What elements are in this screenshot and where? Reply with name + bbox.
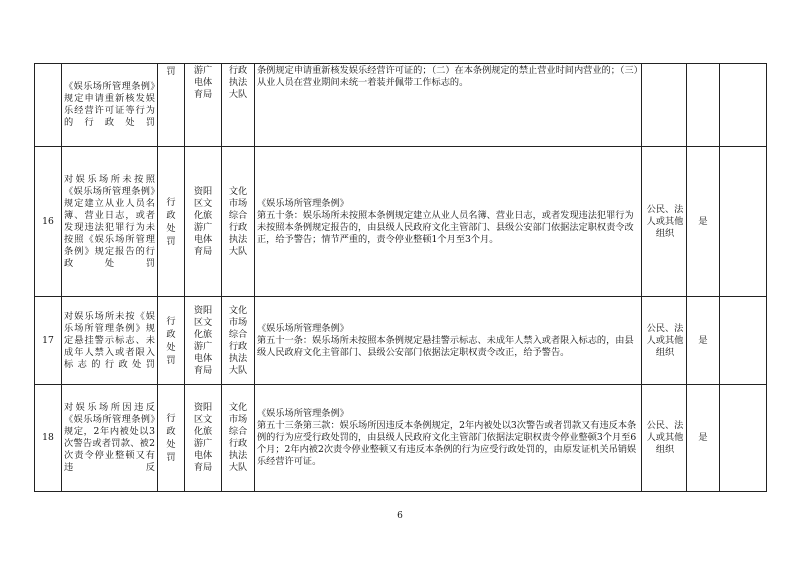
legal-basis: 条例规定申请重新核发娱乐经营许可证的；（二）在本条例规定的禁止营业时间内营业的；（三）从业人员在营业期间未统一着装并佩带工作标志的。 xyxy=(257,65,639,88)
applicable-object: 公民、法人或其他组织 xyxy=(646,203,684,239)
category-cell xyxy=(158,147,185,297)
empty-cell xyxy=(720,385,767,492)
subject-cell xyxy=(185,64,222,147)
object-cell xyxy=(642,385,687,492)
subject-cell xyxy=(185,147,222,297)
item-name: 《娱乐场所管理条例》规定申请重新核发娱乐经营许可证等行为的行政处罚 xyxy=(64,81,155,128)
enforcement-dept: 文化市场综合行政执法大队 xyxy=(228,185,248,257)
flag-cell: 是 xyxy=(687,297,720,385)
item-name-cell xyxy=(62,64,158,147)
table-row xyxy=(35,147,767,297)
legal-basis: 第五十一条：娱乐场所未按照本条例规定悬挂警示标志、未成年人禁入或者限入标志的，由县级人民政府文化主管部门、县级公安部门依据法定职权责令改正，给予警告。 xyxy=(257,334,634,358)
category-cell xyxy=(158,297,185,385)
dept-cell xyxy=(222,385,255,492)
dept-cell xyxy=(222,64,255,147)
table-row xyxy=(35,385,767,492)
flag-cell: 是 xyxy=(687,147,720,297)
subject: 资阳区文化旅游广电体育局 xyxy=(193,185,213,257)
subject-cell xyxy=(185,297,222,385)
empty-cell xyxy=(720,147,767,297)
object-cell xyxy=(642,147,687,297)
basis-cell xyxy=(255,64,642,147)
basis-cell xyxy=(255,385,642,492)
law-title: 《娱乐场所管理条例》 xyxy=(257,322,349,334)
enforcement-dept: 行政执法大队 xyxy=(228,65,248,100)
empty-cell xyxy=(720,297,767,385)
category: 行政处罚 xyxy=(166,315,176,366)
legal-basis: 第五十条：娱乐场所未按照本条例规定建立从业人员名簿、营业日志，或者发现违法犯罪行为未按照本条例规定报告的，由县级人民政府文化主管部门、县级公安部门依据法定职权责令改正，给予警告；情节严重的，责令停业整顿1个月至3个月。 xyxy=(257,209,634,245)
enforcement-dept: 文化市场综合行政执法大队 xyxy=(228,304,248,376)
subject: 资阳区文化旅游广电体育局 xyxy=(193,402,213,473)
item-name-cell xyxy=(62,297,158,385)
category: 罚 xyxy=(166,66,176,77)
table-row xyxy=(35,297,767,385)
law-title: 《娱乐场所管理条例》 xyxy=(257,408,349,419)
row-number xyxy=(35,64,62,147)
dept-cell xyxy=(222,147,255,297)
law-title: 《娱乐场所管理条例》 xyxy=(257,197,349,209)
row-number: 16 xyxy=(35,147,62,297)
category-cell xyxy=(158,64,185,147)
subject-cell xyxy=(185,385,222,492)
enforcement-dept: 文化市场综合行政执法大队 xyxy=(228,402,248,473)
item-name-cell xyxy=(62,385,158,492)
page-number: 6 xyxy=(397,511,403,521)
category: 行政处罚 xyxy=(166,196,176,247)
item-name: 对娱乐场所因违反《娱乐场所管理条例》规定，2年内被处以3次警告或者罚款、被2次责令停业整顿又有违反 xyxy=(64,402,155,473)
object-cell xyxy=(642,297,687,385)
category-cell xyxy=(158,385,185,492)
legal-basis: 第五十三条第三款：娱乐场所因违反本条例规定，2年内被处以3次警告或者罚款又有违反本条例的行为应受行政处罚的，由县级人民政府文化主管部门依据法定职权责令停业整顿3个月至6个月；2年内被2次责令停业整顿又有违反本条例的行为应受行政处罚的，由原发证机关吊销娱乐经营许可证。 xyxy=(257,420,637,467)
basis-cell xyxy=(255,147,642,297)
basis-cell xyxy=(255,297,642,385)
subject: 资阳区文化旅游广电体育局 xyxy=(193,304,213,376)
applicable-object: 公民、法人或其他组织 xyxy=(646,322,684,358)
row-number: 17 xyxy=(35,297,62,385)
item-name: 对娱乐场所未按照《娱乐场所管理条例》规定建立从业人员名簿、营业日志，或者发现违法犯罪行为未按照《娱乐场所管理条例》规定报告的行政处罚 xyxy=(64,173,155,269)
penalty-table xyxy=(34,63,767,492)
flag-cell: 是 xyxy=(687,385,720,492)
flag-cell xyxy=(687,64,720,147)
item-name: 对娱乐场所未按《娱乐场所管理条例》规定悬挂警示标志、未成年人禁入或者限入标志的行政处罚 xyxy=(64,310,155,370)
row-number: 18 xyxy=(35,385,62,492)
empty-cell xyxy=(720,64,767,147)
applicable-object: 公民、法人或其他组织 xyxy=(646,420,684,455)
object-cell xyxy=(642,64,687,147)
dept-cell xyxy=(222,297,255,385)
table-row xyxy=(35,64,767,147)
subject: 游广电体育局 xyxy=(193,65,213,100)
category: 行政处罚 xyxy=(166,413,176,463)
item-name-cell xyxy=(62,147,158,297)
